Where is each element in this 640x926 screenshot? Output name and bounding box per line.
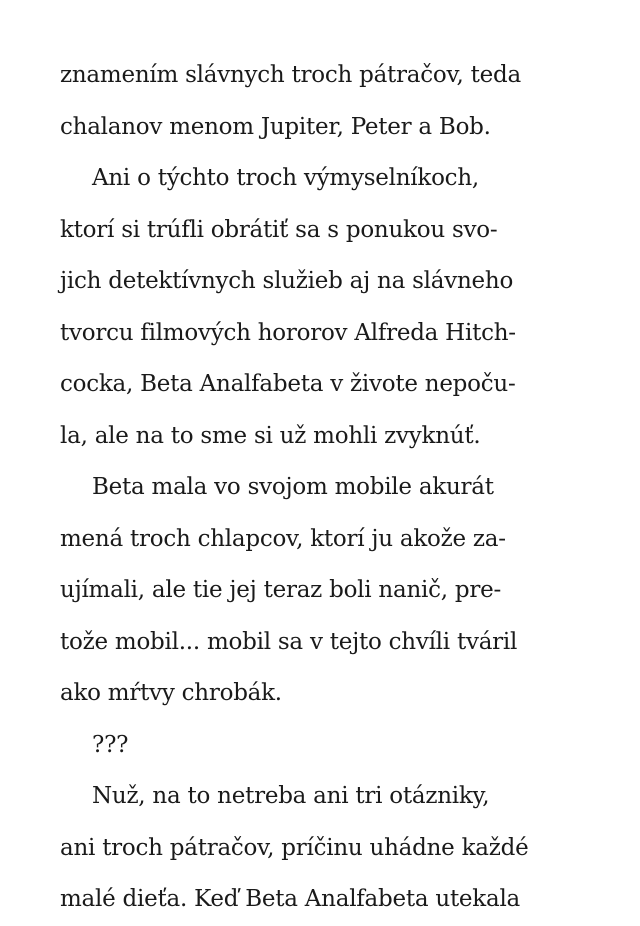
text-line: ktorí si trúfli obrátiť sa s ponukou svo- xyxy=(60,216,498,243)
text-line: la, ale na to sme si už mohli zvyknúť. xyxy=(60,422,481,449)
text-line: tvorcu filmových hororov Alfreda Hitch- xyxy=(60,319,516,346)
text-line: tože mobil... mobil sa v tejto chvíli tváril xyxy=(60,628,518,655)
text-line: cocka, Beta Analfabeta v živote nepoču- xyxy=(60,371,516,397)
text-line: jich detektívnych služieb aj na slávneho xyxy=(60,268,514,294)
text-line: Nuž, na to netreba ani tri otázniky, xyxy=(92,783,490,809)
text-line: znamením slávnych troch pátračov, teda xyxy=(60,62,521,88)
text-line: Beta mala vo svojom mobile akurát xyxy=(92,474,494,500)
text-line: mená troch chlapcov, ktorí ju akože za- xyxy=(60,525,506,552)
body-text xyxy=(60,50,580,926)
text-line: Ani o týchto troch výmyselníkoch, xyxy=(92,165,479,191)
text-line: ujímali, ale tie jej teraz boli nanič, pre- xyxy=(60,577,501,603)
text-line: malé dieťa. Keď Beta Analfabeta utekala xyxy=(60,886,521,912)
text-line: chalanov menom Jupiter, Peter a Bob. xyxy=(60,113,491,140)
text-line: ako mŕtvy chrobák. xyxy=(60,680,282,706)
text-line: ??? xyxy=(92,731,129,758)
text-line: ani troch pátračov, príčinu uhádne každé xyxy=(60,834,529,861)
